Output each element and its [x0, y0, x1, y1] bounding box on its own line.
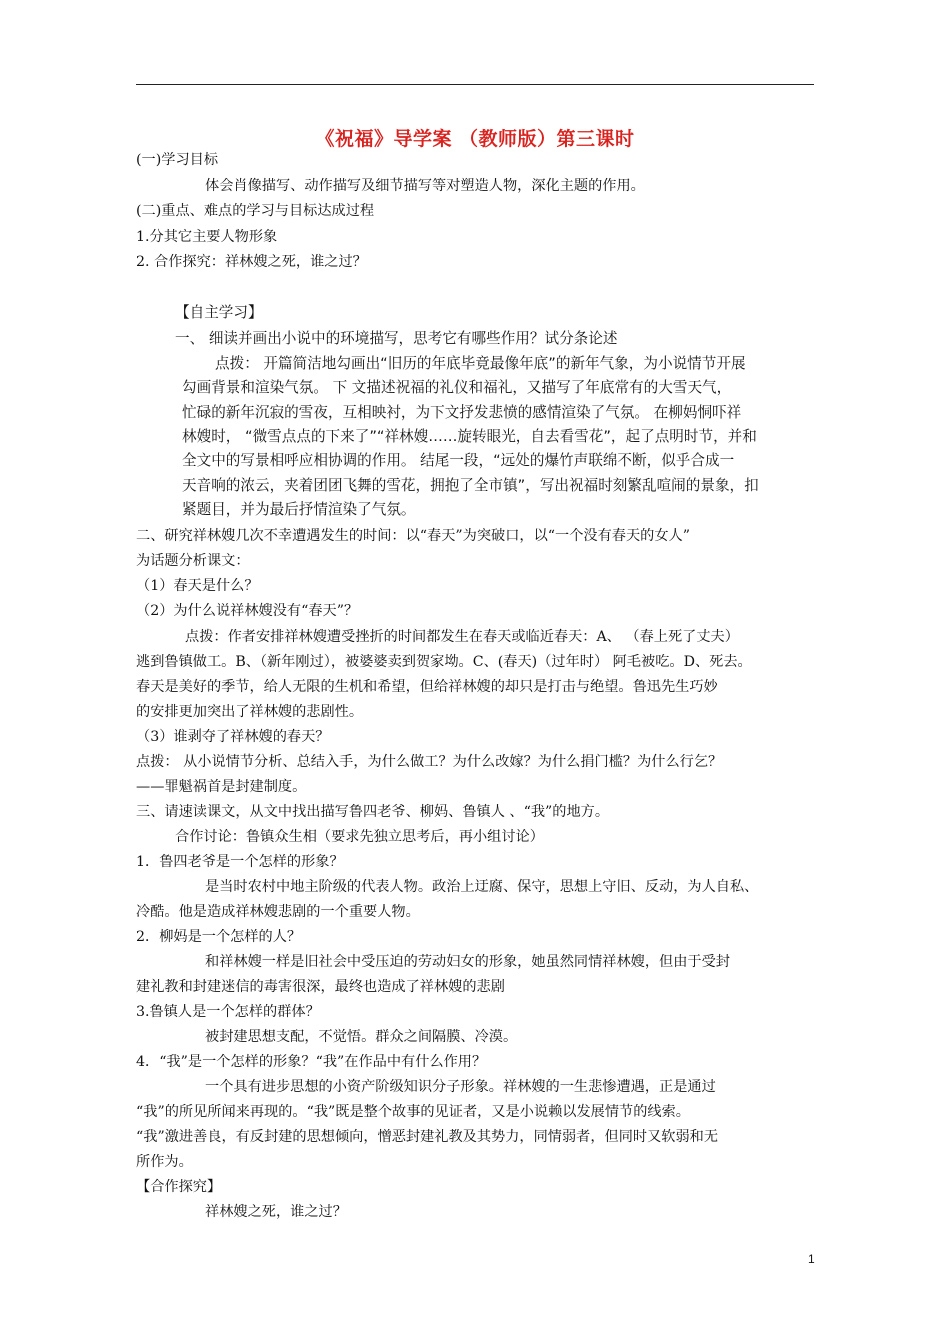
- sub-question: （2）为什么说祥林嫂没有“春天”？: [136, 603, 359, 619]
- hint-text: 春天是美好的季节，给人无限的生机和希望，但给祥林嫂的却只是打击与绝望。鲁迅先生巧妙: [136, 679, 718, 695]
- document-title: 《祝福》导学案 （教师版）第三课时: [315, 128, 635, 150]
- character-answer: 所作为。: [136, 1154, 193, 1170]
- section-heading-process: (二)重点、难点的学习与目标达成过程: [136, 203, 375, 219]
- header-rule: [136, 84, 814, 85]
- section-heading-goals: (一)学习目标: [136, 152, 219, 168]
- hint-text: 的安排更加突出了祥林嫂的悲剧性。: [136, 704, 364, 720]
- page-number: 1: [808, 1252, 815, 1266]
- goal-text: 体会肖像描写、动作描写及细节描写等对塑造人物，深化主题的作用。: [205, 178, 645, 194]
- question-characters: 三、请速读课文，从文中找出描写鲁四老爷、柳妈、鲁镇人 、“我”的地方。: [136, 804, 610, 820]
- question-environment: 一、 细读并画出小说中的环境描写，思考它有哪些作用？试分条论述: [175, 330, 618, 347]
- character-answer: “我”激进善良，有反封建的思想倾向，憎恶封建礼教及其势力，同情弱者，但同时又软弱和无: [136, 1129, 719, 1145]
- subheading-self-study: 【自主学习】: [175, 304, 263, 321]
- question-spring: 二、研究祥林嫂几次不幸遭遇发生的时间：以“春天”为突破口，以“一个没有春天的女人”: [136, 528, 690, 544]
- hint-paragraph-line: 点拨： 开篇简洁地勾画出“旧历的年底毕竟最像年底”的新年气象，为小说情节开展: [215, 355, 746, 372]
- hint-paragraph-line: 林嫂时， “微雪点点的下来了”“祥林嫂……旋转眼光，自去看雪花”，起了点明时节，并和: [182, 428, 757, 445]
- list-item: 2. 合作探究：祥林嫂之死，谁之过？: [136, 254, 367, 270]
- character-answer: 被封建思想支配，不觉悟。群众之间隔膜、冷漠。: [205, 1029, 518, 1045]
- character-question: 4．“我”是一个怎样的形象？“我”在作品中有什么作用？: [136, 1054, 487, 1070]
- character-answer: 一个具有进步思想的小资产阶级知识分子形象。祥林嫂的一生悲惨遭遇，正是通过: [205, 1079, 716, 1095]
- cooperative-question: 祥林嫂之死，谁之过？: [205, 1204, 347, 1220]
- character-answer: “我”的所见所闻来再现的。“我”既是整个故事的见证者，又是小说赖以发展情节的线索。: [136, 1104, 690, 1120]
- character-answer: 和祥林嫂一样是旧社会中受压迫的劳动妇女的形象，她虽然同情祥林嫂，但由于受封: [205, 954, 730, 970]
- hint-text: ——罪魁祸首是封建制度。: [136, 779, 307, 795]
- hint-paragraph-line: 紧题目，并为最后抒情渲染了气氛。: [182, 501, 416, 518]
- hint-paragraph-line: 天音响的浓云，夹着团团飞舞的雪花，拥抱了全市镇”，写出祝福时刻繁乱喧闹的景象，扣: [182, 477, 759, 494]
- character-answer: 冷酷。他是造成祥林嫂悲剧的一个重要人物。: [136, 904, 420, 920]
- character-answer: 建礼教和封建迷信的毒害很深，最终也造成了祥林嫂的悲剧: [136, 979, 505, 995]
- character-question: 1．鲁四老爷是一个怎样的形象？: [136, 854, 344, 870]
- character-question: 3.鲁镇人是一个怎样的群体？: [136, 1004, 320, 1020]
- subheading-cooperative: 【合作探究】: [136, 1179, 222, 1195]
- question-spring-cont: 为话题分析课文：: [136, 553, 250, 569]
- hint-text: 点拨：作者安排祥林嫂遭受挫折的时间都发生在春天或临近春天：A、 （春上死了丈夫）: [185, 629, 739, 645]
- list-item: 1.分其它主要人物形象: [136, 229, 278, 245]
- hint-text: 点拨： 从小说情节分析、总结入手，为什么做工？为什么改嫁？为什么捐门槛？为什么行乞？: [136, 754, 723, 770]
- character-answer: 是当时农村中地主阶级的代表人物。政治上迂腐、保守，思想上守旧、反动，为人自私、: [205, 879, 759, 895]
- hint-paragraph-line: 全文中的写景相呼应相协调的作用。 结尾一段，“远处的爆竹声联绵不断，似乎合成一: [182, 452, 735, 469]
- hint-text: 逃到鲁镇做工。B、（新年刚过），被婆婆卖到贺家坳。C、(春天)（过年时） 阿毛被吃。D、死去。: [136, 654, 752, 670]
- sub-question: （1）春天是什么？: [136, 578, 259, 594]
- hint-paragraph-line: 勾画背景和渲染气氛。 下 文描述祝福的礼仪和福礼，又描写了年底常有的大雪天气，: [182, 379, 732, 396]
- character-question: 2．柳妈是一个怎样的人？: [136, 929, 302, 945]
- sub-question: （3）谁剥夺了祥林嫂的春天？: [136, 729, 330, 745]
- discussion-prompt: 合作讨论：鲁镇众生相（要求先独立思考后，再小组讨论）: [175, 829, 544, 845]
- hint-paragraph-line: 忙碌的新年沉寂的雪夜，互相映衬，为下文抒发悲愤的感情渲染了气氛。 在柳妈恫吓祥: [182, 404, 742, 421]
